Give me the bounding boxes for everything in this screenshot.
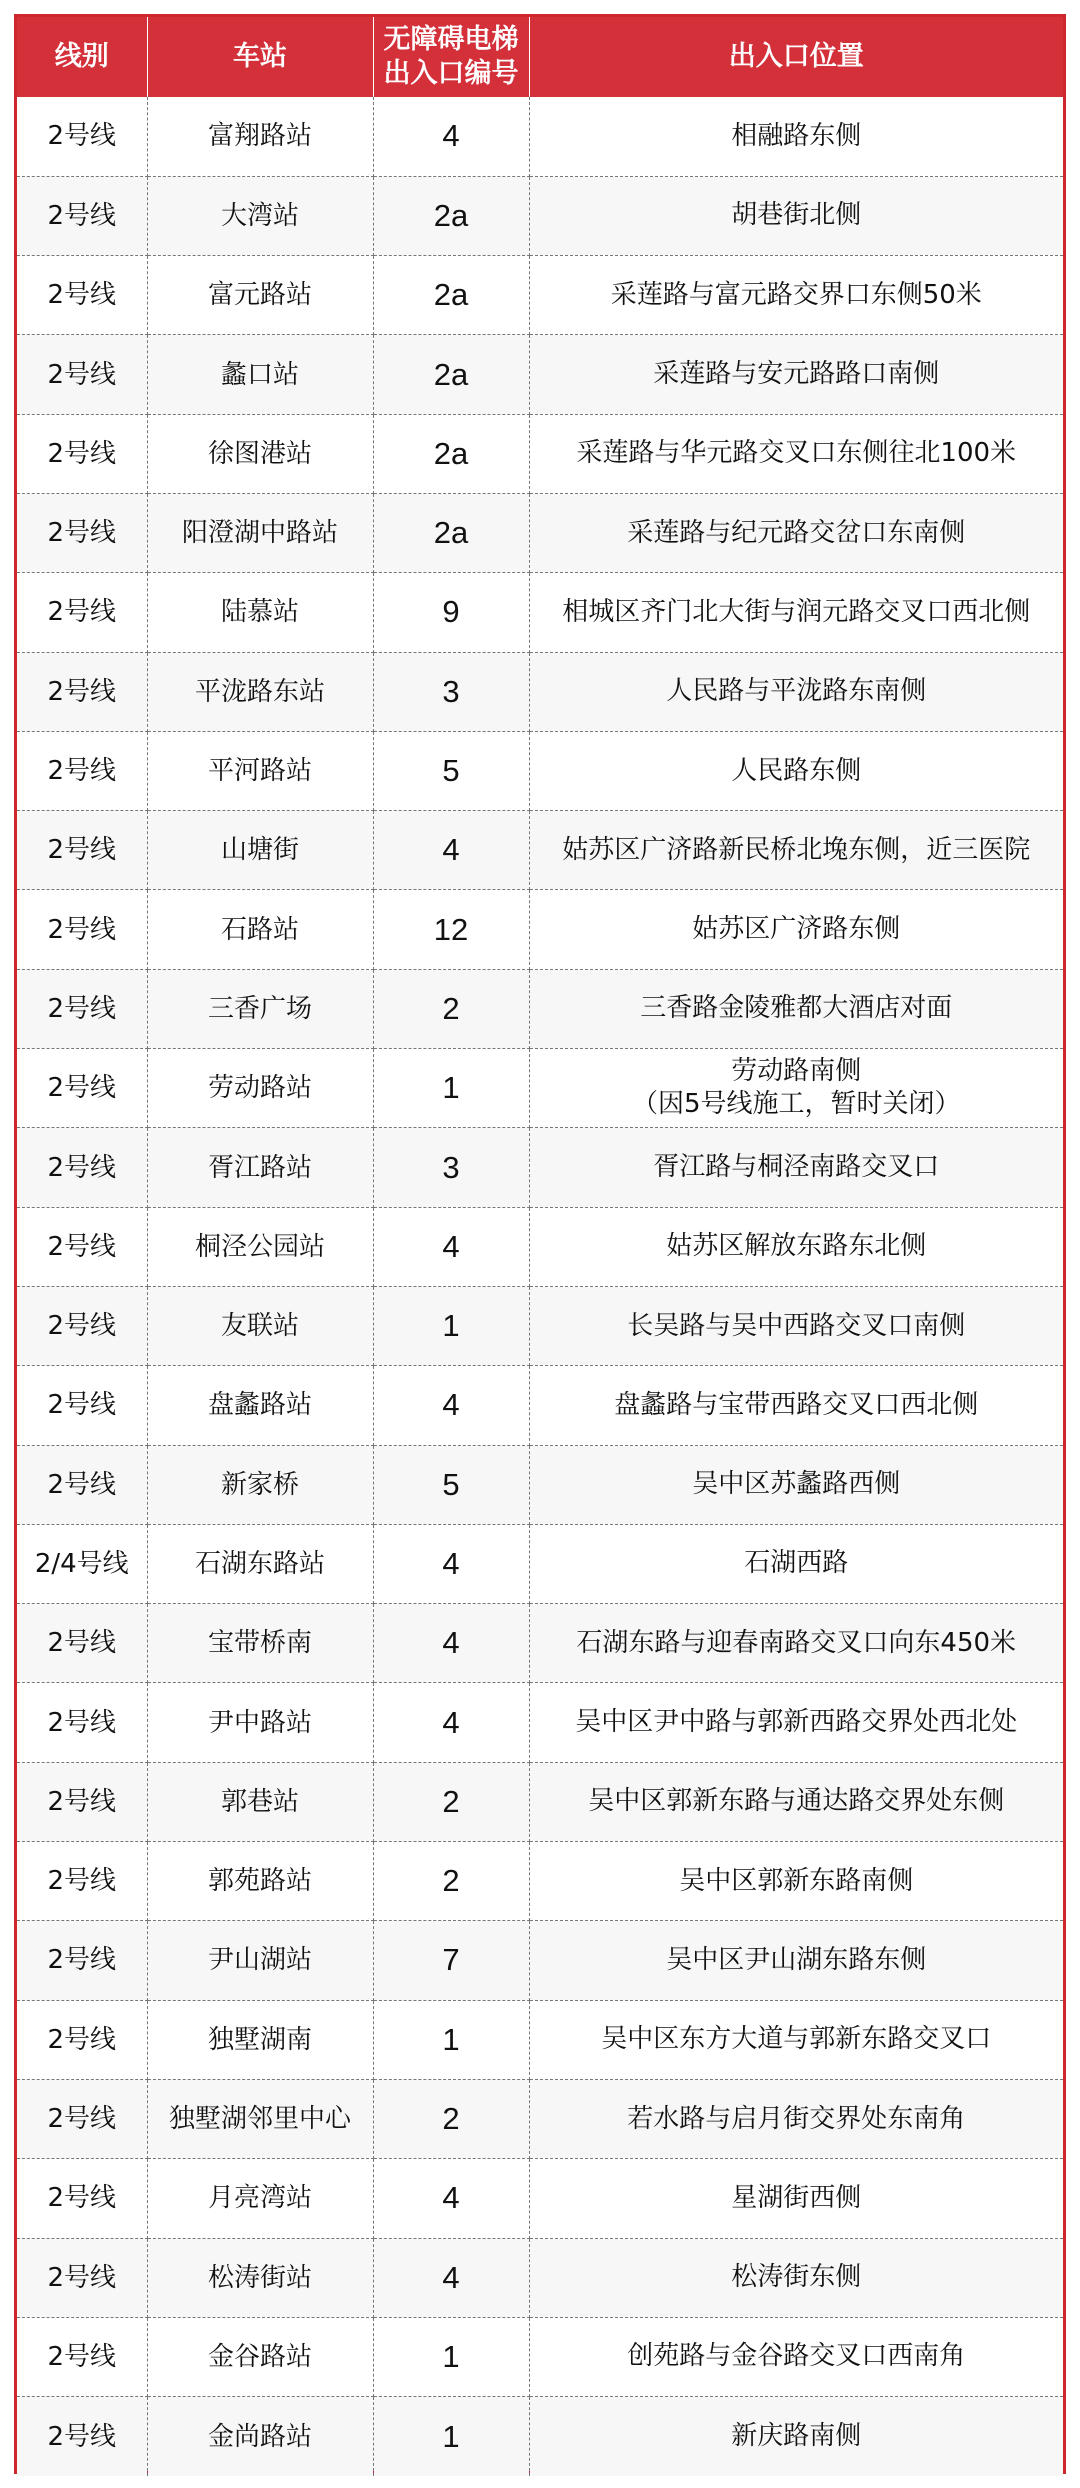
cell-location xyxy=(529,1049,1063,1128)
cell-station: 松涛街站 xyxy=(147,2238,373,2317)
location-text: 吴中区郭新东路南侧 xyxy=(679,1865,914,1896)
cell-location xyxy=(529,1445,1063,1524)
cell-exit-number: 12 xyxy=(373,890,529,969)
cell-station: 独墅湖邻里中心 xyxy=(147,2079,373,2158)
cell-station: 新家桥 xyxy=(147,1445,373,1524)
table-body xyxy=(17,97,1063,2476)
cell-exit-number: 4 xyxy=(373,2238,529,2317)
station-exit-table-container xyxy=(14,14,1066,2474)
location-text: 星湖街西侧 xyxy=(731,2182,862,2213)
cell-exit-number: 2a xyxy=(373,414,529,493)
cell-line: 2号线 xyxy=(17,1762,147,1841)
cell-station: 山塘街 xyxy=(147,811,373,890)
cell-line: 2号线 xyxy=(17,890,147,969)
cell-line: 2号线 xyxy=(17,2238,147,2317)
cell-line: 2号线 xyxy=(17,2000,147,2079)
cell-exit-number: 3 xyxy=(373,1128,529,1207)
table-row xyxy=(17,2159,1063,2238)
cell-line: 2号线 xyxy=(17,1683,147,1762)
table-row xyxy=(17,1683,1063,1762)
cell-line: 2号线 xyxy=(17,2159,147,2238)
cell-line: 2号线 xyxy=(17,1445,147,1524)
table-row xyxy=(17,1049,1063,1128)
location-text: 采莲路与华元路交叉口东侧往北100米 xyxy=(576,438,1017,469)
cell-station: 桐泾公园站 xyxy=(147,1207,373,1286)
cell-location xyxy=(529,2397,1063,2476)
table-row xyxy=(17,256,1063,335)
table-row xyxy=(17,335,1063,414)
location-text: 姑苏区解放东路东北侧 xyxy=(666,1231,927,1262)
location-text: 三香路金陵雅都大酒店对面 xyxy=(640,993,953,1024)
cell-location xyxy=(529,2317,1063,2396)
location-text: 相城区齐门北大街与润元路交叉口西北侧 xyxy=(562,596,1031,627)
cell-line: 2号线 xyxy=(17,1049,147,1128)
cell-station: 友联站 xyxy=(147,1286,373,1365)
table-row xyxy=(17,1366,1063,1445)
cell-location xyxy=(529,2159,1063,2238)
cell-line: 2号线 xyxy=(17,2079,147,2158)
header-station: 车站 xyxy=(147,17,373,97)
cell-station: 尹山湖站 xyxy=(147,1921,373,2000)
cell-exit-number: 3 xyxy=(373,652,529,731)
cell-line: 2号线 xyxy=(17,573,147,652)
table-row xyxy=(17,97,1063,176)
table-row xyxy=(17,493,1063,572)
cell-exit-number: 2 xyxy=(373,969,529,1048)
cell-exit-number: 2 xyxy=(373,1762,529,1841)
cell-line: 2号线 xyxy=(17,1921,147,2000)
cell-location xyxy=(529,2000,1063,2079)
cell-location xyxy=(529,1921,1063,2000)
cell-station: 平泷路东站 xyxy=(147,652,373,731)
location-text: 新庆路南侧 xyxy=(731,2421,862,2451)
cell-location xyxy=(529,335,1063,414)
cell-exit-number: 4 xyxy=(373,1604,529,1683)
cell-location xyxy=(529,1366,1063,1445)
cell-exit-number: 5 xyxy=(373,1445,529,1524)
cell-line: 2号线 xyxy=(17,1366,147,1445)
table-row xyxy=(17,1524,1063,1603)
table-row xyxy=(17,1842,1063,1921)
location-text: 石湖东路与迎春南路交叉口向东450米 xyxy=(576,1627,1017,1658)
location-text: 劳动路南侧 xyxy=(731,1056,862,1087)
location-text: 长吴路与吴中西路交叉口南侧 xyxy=(627,1310,966,1341)
cell-exit-number: 1 xyxy=(373,2397,529,2476)
table-row xyxy=(17,1762,1063,1841)
cell-line: 2号线 xyxy=(17,414,147,493)
cell-station: 劳动路站 xyxy=(147,1049,373,1128)
location-text: 石湖西路 xyxy=(744,1548,849,1579)
cell-location xyxy=(529,652,1063,731)
table-row xyxy=(17,1604,1063,1683)
cell-location xyxy=(529,176,1063,255)
table-row xyxy=(17,573,1063,652)
table-row xyxy=(17,1128,1063,1207)
cell-station: 徐图港站 xyxy=(147,414,373,493)
cell-line: 2号线 xyxy=(17,493,147,572)
cell-exit-number: 5 xyxy=(373,731,529,810)
cell-exit-number: 4 xyxy=(373,1524,529,1603)
cell-location xyxy=(529,1762,1063,1841)
cell-station: 大湾站 xyxy=(147,176,373,255)
cell-exit-number: 4 xyxy=(373,1683,529,1762)
cell-station: 富翔路站 xyxy=(147,97,373,176)
cell-exit-number: 1 xyxy=(373,2317,529,2396)
location-text: 采莲路与富元路交界口东侧50米 xyxy=(610,279,982,310)
cell-exit-number: 2a xyxy=(373,493,529,572)
location-text: 吴中区郭新东路与通达路交界处东侧 xyxy=(588,1786,1005,1817)
location-text: 姑苏区广济路东侧 xyxy=(692,914,901,945)
table-row xyxy=(17,2397,1063,2476)
cell-exit-number: 4 xyxy=(373,1366,529,1445)
location-text: 采莲路与安元路路口南侧 xyxy=(653,359,940,390)
cell-line: 2号线 xyxy=(17,1286,147,1365)
cell-station: 平河路站 xyxy=(147,731,373,810)
location-text: 人民路东侧 xyxy=(731,755,862,786)
cell-line: 2号线 xyxy=(17,969,147,1048)
table-header xyxy=(17,17,1063,97)
cell-exit-number: 1 xyxy=(373,1049,529,1128)
cell-line: 2号线 xyxy=(17,2317,147,2396)
cell-exit-number: 2a xyxy=(373,335,529,414)
location-text: 吴中区苏蠡路西侧 xyxy=(692,1469,901,1500)
table-header-row xyxy=(17,17,1063,97)
cell-location xyxy=(529,573,1063,652)
location-text: 采莲路与纪元路交岔口东南侧 xyxy=(627,517,966,548)
table-row xyxy=(17,2317,1063,2396)
table-row xyxy=(17,890,1063,969)
cell-exit-number: 4 xyxy=(373,97,529,176)
cell-station: 石湖东路站 xyxy=(147,1524,373,1603)
location-text: 吴中区尹山湖东路东侧 xyxy=(666,1944,927,1975)
cell-station: 富元路站 xyxy=(147,256,373,335)
location-text: 吴中区尹中路与郭新西路交界处西北处 xyxy=(575,1707,1018,1738)
cell-station: 月亮湾站 xyxy=(147,2159,373,2238)
location-text: 松涛街东侧 xyxy=(731,2262,862,2293)
cell-line: 2号线 xyxy=(17,1842,147,1921)
cell-station: 郭巷站 xyxy=(147,1762,373,1841)
cell-line: 2号线 xyxy=(17,1604,147,1683)
cell-line: 2号线 xyxy=(17,335,147,414)
cell-station: 郭苑路站 xyxy=(147,1842,373,1921)
cell-exit-number: 1 xyxy=(373,1286,529,1365)
cell-location xyxy=(529,1604,1063,1683)
table-row xyxy=(17,731,1063,810)
cell-exit-number: 9 xyxy=(373,573,529,652)
cell-line: 2号线 xyxy=(17,256,147,335)
cell-station: 蠡口站 xyxy=(147,335,373,414)
table-row xyxy=(17,969,1063,1048)
cell-line: 2号线 xyxy=(17,1128,147,1207)
cell-line: 2号线 xyxy=(17,652,147,731)
cell-location xyxy=(529,1128,1063,1207)
cell-exit-number: 4 xyxy=(373,811,529,890)
cell-location xyxy=(529,97,1063,176)
cell-location xyxy=(529,493,1063,572)
cell-location xyxy=(529,1683,1063,1762)
cell-location xyxy=(529,890,1063,969)
cell-station: 独墅湖南 xyxy=(147,2000,373,2079)
table-row xyxy=(17,2079,1063,2158)
cell-location xyxy=(529,1524,1063,1603)
location-text: 胥江路与桐泾南路交叉口 xyxy=(653,1152,940,1182)
cell-location xyxy=(529,731,1063,810)
location-text: 创苑路与金谷路交叉口西南角 xyxy=(627,2341,966,2372)
cell-line: 2号线 xyxy=(17,176,147,255)
cell-station: 胥江路站 xyxy=(147,1128,373,1207)
cell-exit-number: 2 xyxy=(373,2079,529,2158)
cell-exit-number: 4 xyxy=(373,2159,529,2238)
cell-station: 石路站 xyxy=(147,890,373,969)
location-text: 姑苏区广济路新民桥北堍东侧，近三医院 xyxy=(562,834,1031,865)
cell-exit-number: 2a xyxy=(373,256,529,335)
table-row xyxy=(17,652,1063,731)
location-text: 吴中区东方大道与郭新东路交叉口 xyxy=(601,2024,992,2055)
cell-station: 金尚路站 xyxy=(147,2397,373,2476)
location-text: 盘蠡路与宝带西路交叉口西北侧 xyxy=(614,1389,979,1420)
table-row xyxy=(17,1445,1063,1524)
cell-line: 2号线 xyxy=(17,811,147,890)
table-row xyxy=(17,1921,1063,2000)
cell-station: 盘蠡路站 xyxy=(147,1366,373,1445)
table-row xyxy=(17,1207,1063,1286)
station-exit-table xyxy=(17,17,1063,2476)
cell-station: 阳澄湖中路站 xyxy=(147,493,373,572)
cell-location xyxy=(529,969,1063,1048)
cell-station: 三香广场 xyxy=(147,969,373,1048)
header-line: 线别 xyxy=(17,17,147,97)
cell-exit-number: 4 xyxy=(373,1207,529,1286)
table-row xyxy=(17,2238,1063,2317)
cell-exit-number: 7 xyxy=(373,1921,529,2000)
table-row xyxy=(17,811,1063,890)
cell-location xyxy=(529,414,1063,493)
cell-line: 2/4号线 xyxy=(17,1524,147,1603)
header-exit: 无障碍电梯 出入口编号 xyxy=(373,17,529,97)
cell-location xyxy=(529,811,1063,890)
location-text: 若水路与启月街交界处东南角 xyxy=(627,2103,966,2134)
cell-location xyxy=(529,256,1063,335)
cell-location xyxy=(529,1842,1063,1921)
cell-location xyxy=(529,2238,1063,2317)
location-text: 人民路与平泷路东南侧 xyxy=(666,676,927,707)
table-row xyxy=(17,1286,1063,1365)
cell-location xyxy=(529,1286,1063,1365)
cell-exit-number: 2a xyxy=(373,176,529,255)
cell-line: 2号线 xyxy=(17,2397,147,2476)
cell-station: 尹中路站 xyxy=(147,1683,373,1762)
cell-station: 宝带桥南 xyxy=(147,1604,373,1683)
location-text: 胡巷街北侧 xyxy=(731,200,862,231)
location-text: 相融路东侧 xyxy=(731,120,862,151)
location-note: （因5号线施工，暂时关闭） xyxy=(631,1089,961,1120)
cell-location xyxy=(529,1207,1063,1286)
table-row xyxy=(17,176,1063,255)
cell-line: 2号线 xyxy=(17,1207,147,1286)
cell-exit-number: 2 xyxy=(373,1842,529,1921)
cell-station: 陆慕站 xyxy=(147,573,373,652)
cell-station: 金谷路站 xyxy=(147,2317,373,2396)
table-row xyxy=(17,414,1063,493)
cell-exit-number: 1 xyxy=(373,2000,529,2079)
cell-location xyxy=(529,2079,1063,2158)
cell-line: 2号线 xyxy=(17,97,147,176)
header-location: 出入口位置 xyxy=(529,17,1063,97)
cell-line: 2号线 xyxy=(17,731,147,810)
table-row xyxy=(17,2000,1063,2079)
